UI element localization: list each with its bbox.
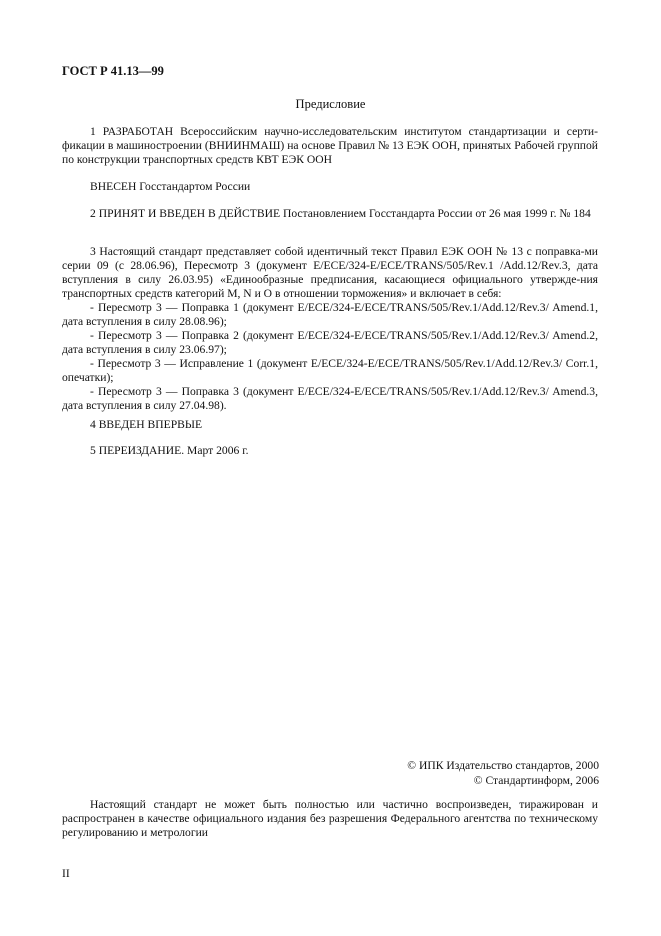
copyright-line: © ИПК Издательство стандартов, 2000	[407, 759, 599, 772]
list-item: - Пересмотр 3 — Поправка 3 (документ E/ECE/324-E/ECE/TRANS/505/Rev.1/Add.12/Rev.3/ Amend.3, дата вступления в силу 27.04.98).	[62, 385, 598, 412]
paragraph-reissue	[62, 444, 598, 458]
section-title: Предисловие	[295, 97, 366, 111]
standard-code-header: ГОСТ Р 41.13—99	[62, 64, 164, 78]
paragraph-text: 3 Настоящий стандарт представляет собой идентичный текст Правил ЕЭК ООН № 13 с поправка-ми серии 09 (с 28.06.96), Пересмотр 3 (документ E/ECE/324-E/ECE/TRANS/505/Rev.1 /Add.12/Rev.3, дата вступления в силу 26.03.95) «Единообразные предписания, касающиеся официального утвержде-ния транспортных средств категорий М, N и О в отношении торможения» и включает в себя:	[62, 245, 598, 300]
paragraph-text: 1 РАЗРАБОТАН Всероссийским научно-исследовательским институтом стандартизации и серти-фикации в машиностроении (ВНИИНМАШ) на основе Правил № 13 ЕЭК ООН, принятых Рабочей группой по конструкции транспортных средств КВТ ЕЭК ООН	[62, 125, 598, 166]
paragraph-identical-text	[62, 245, 598, 413]
paragraph-first-introduced	[62, 418, 598, 432]
copyright-block	[407, 758, 599, 788]
paragraph-introduced-by	[62, 180, 598, 194]
paragraph-text: 2 ПРИНЯТ И ВВЕДЕН В ДЕЙСТВИЕ Постановлением Госстандарта России от 26 мая 1999 г. № 184	[90, 207, 591, 220]
paragraph-text: ВНЕСЕН Госстандартом России	[90, 180, 251, 193]
list-item: - Пересмотр 3 — Поправка 2 (документ E/ECE/324-E/ECE/TRANS/505/Rev.1/Add.12/Rev.3/ Amend.2, дата вступления в силу 23.06.97);	[62, 329, 598, 356]
reproduction-notice: Настоящий стандарт не может быть полностью или частично воспроизведен, тиражирован и распространен в качестве официального издания без разрешения Федерального агентства по техническому регулированию и метрологии	[62, 798, 598, 839]
paragraph-adopted	[62, 207, 598, 221]
list-item: - Пересмотр 3 — Поправка 1 (документ E/ECE/324-E/ECE/TRANS/505/Rev.1/Add.12/Rev.3/ Amend.1, дата вступления в силу 28.08.96);	[62, 301, 598, 328]
paragraph-developed-by	[62, 125, 598, 167]
copyright-line: © Стандартинформ, 2006	[473, 774, 599, 787]
page-number: II	[62, 867, 70, 880]
paragraph-text: 5 ПЕРЕИЗДАНИЕ. Март 2006 г.	[90, 444, 249, 457]
paragraph-text: 4 ВВЕДЕН ВПЕРВЫЕ	[90, 418, 203, 431]
list-item: - Пересмотр 3 — Исправление 1 (документ E/ECE/324-E/ECE/TRANS/505/Rev.1/Add.12/Rev.3/ Corr.1, опечатки);	[62, 357, 598, 384]
